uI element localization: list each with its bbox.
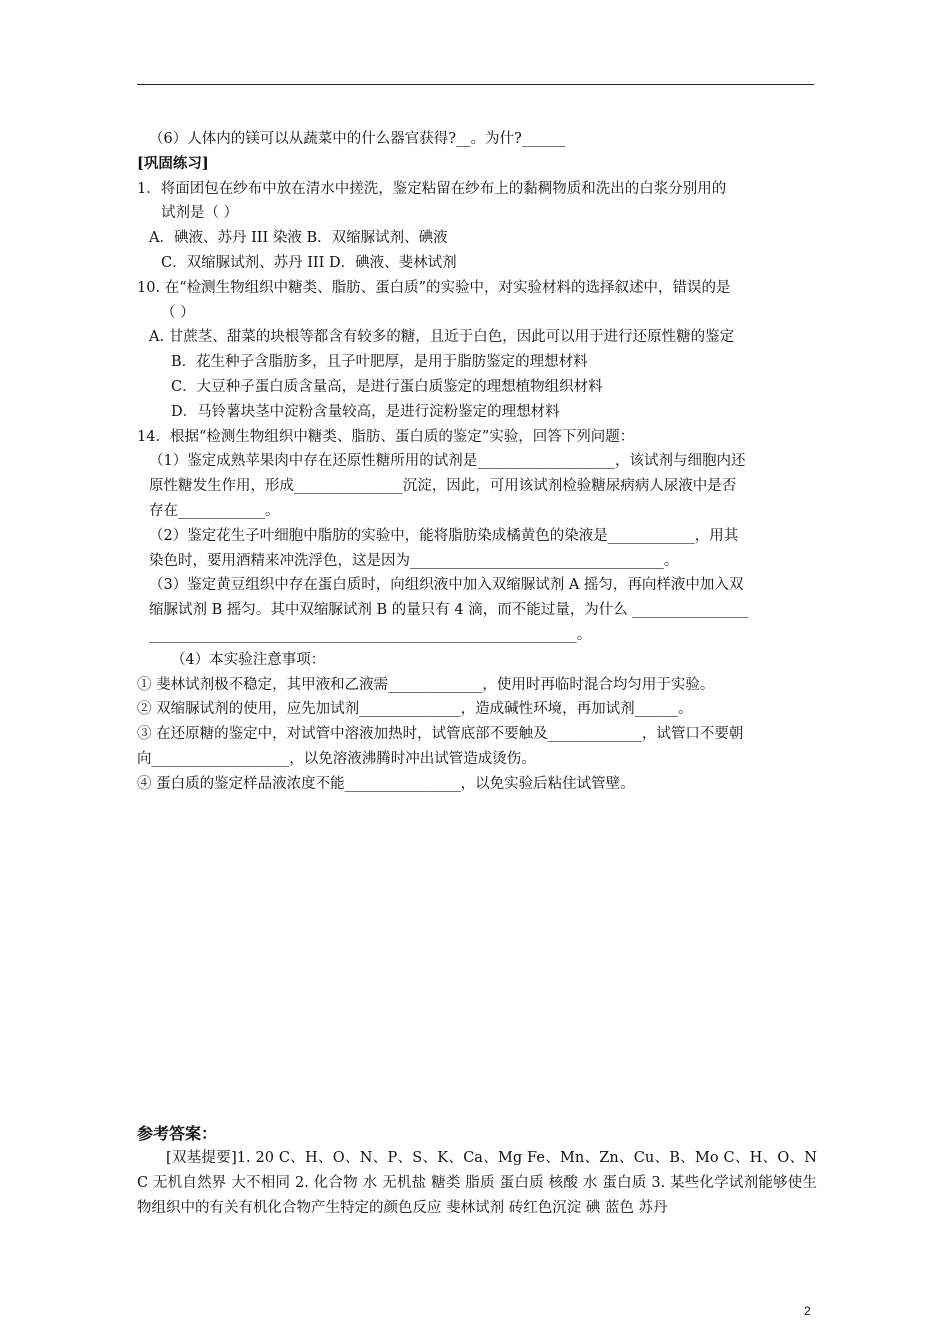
- text-line: 原性糖发生作用，形成_______________沉淀，因此，可用该试剂检验糖尿病病人尿液中是否: [149, 478, 737, 495]
- text-line: ① 斐林试剂极不稳定，其甲液和乙液需_____________，使用时再临时混合均匀用于实验。: [137, 676, 715, 693]
- text-line: （1）鉴定成熟苹果肉中存在还原性糖所用的试剂是___________________，该试剂与细胞内还: [149, 453, 746, 470]
- text-line: [巩固练习]: [137, 154, 209, 172]
- text-line: ___________________________________________________________。: [149, 626, 592, 643]
- text-line: （ ）: [161, 304, 195, 321]
- text-line: ③ 在还原糖的鉴定中，对试管中溶液加热时，试管底部不要触及_____________，试管口不要朝: [137, 726, 744, 743]
- answers-section: [137, 1121, 817, 1221]
- text-line: ④ 蛋白质的鉴定样品液浓度不能________________，以免实验后粘住试管壁。: [137, 775, 635, 792]
- text-line: 14．根据“检测生物组织中糖类、脂肪、蛋白质的鉴定”实验，回答下列问题：: [137, 428, 635, 445]
- text-line: B．花生种子含脂肪多，且子叶肥厚，是用于脂肪鉴定的理想材料: [171, 354, 588, 371]
- text-line: 试剂是（ ）: [161, 205, 239, 222]
- text-line: （2）鉴定花生子叶细胞中脂肪的实验中，能将脂肪染成橘黄色的染液是____________，用其: [149, 527, 739, 544]
- text-line: A. 甘蔗茎、甜菜的块根等都含有较多的糖，且近于白色，因此可以用于进行还原性糖的鉴定: [149, 329, 735, 346]
- text-line: 缩脲试剂 B 摇匀。其中双缩脲试剂 B 的量只有 4 滴，而不能过量，为什么 ________________: [149, 602, 749, 619]
- text-line: 存在____________。: [149, 502, 280, 519]
- text-line: D．马铃薯块茎中淀粉含量较高，是进行淀粉鉴定的理想材料: [171, 403, 560, 420]
- document-body: [137, 127, 817, 797]
- answers-heading: 参考答案：: [137, 1124, 218, 1143]
- text-line: 1．将面团包在纱布中放在清水中搓洗，鉴定粘留在纱布上的黏稠物质和洗出的白浆分别用的: [137, 180, 727, 197]
- text-line: （4）本实验注意事项：: [171, 651, 326, 668]
- answers-text: [双基提要]1. 20 C、H、O、N、P、S、K、Ca、Mg Fe、Mn、Zn、Cu、B、Mo C、H、O、N C 无机自然界 大不相同 2. 化合物 水 无机盐 糖类 脂质 蛋白质 核酸 水 蛋白质 3. 某些化学试剂能够使生物组织中的有关有机化合物产生特定的颜色反应 斐林试剂 砖红色沉淀 碘 蓝色 苏丹: [137, 1150, 817, 1216]
- text-line: （6）人体内的镁可以从蔬菜中的什么器官获得?__。为什?______: [149, 131, 566, 147]
- text-line: 10. 在“检测生物组织中糖类、脂肪、蛋白质”的实验中，对实验材料的选择叙述中，错误的是: [137, 279, 731, 296]
- page-number: 2: [804, 1304, 811, 1318]
- text-line: 染色时，要用酒精来冲洗浮色，这是因为___________________________________。: [149, 552, 679, 569]
- text-line: （3）鉴定黄豆组织中存在蛋白质时，向组织液中加入双缩脲试剂 A 摇匀，再向样液中加入双: [149, 577, 744, 594]
- text-line: ② 双缩脲试剂的使用，应先加试剂______________，造成碱性环境，再加试剂______。: [137, 701, 693, 718]
- header-rule: [137, 84, 814, 85]
- text-line: A．碘液、苏丹 III 染液 B．双缩脲试剂、碘液: [149, 230, 448, 247]
- text-line: C．双缩脲试剂、苏丹 III D．碘液、斐林试剂: [161, 254, 457, 271]
- text-line: 向___________________，以免溶液沸腾时冲出试管造成烫伤。: [137, 750, 536, 767]
- text-line: C．大豆种子蛋白质含量高，是进行蛋白质鉴定的理想植物组织材料: [171, 378, 603, 395]
